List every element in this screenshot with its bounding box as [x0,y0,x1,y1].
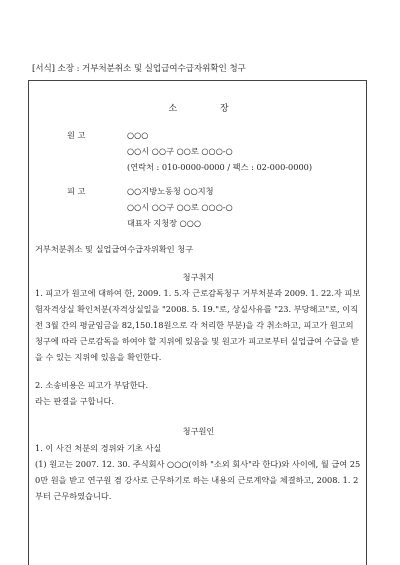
document-header: [서식] 소장 : 거부처분취소 및 실업급여수급자위확인 청구 [32,64,246,74]
cause-heading: 청구원인 [182,426,215,436]
claim-heading: 청구취지 [182,272,215,282]
case-title: 거부처분취소 및 실업급여수급자위확인 청구 [35,244,194,254]
defendant-label: 피 고 [67,186,86,196]
cause-subitem-1: (1) 원고는 2007. 12. 30. 주식회사 ○○○(이하 "소외 회사"라 한다)와 사이에, 월 급여 250만 원을 받고 연구원 겸 강사로 근무하기로 하는 내용의 근로계약을 체결하고, 2008. 1. 2부터 근무하였습니다. [35,459,361,502]
plaintiff-contact: (연락처 : 010-0000-0000 / 팩스 : 02-000-0000) [127,162,313,172]
claim-close: 라는 판결을 구합니다. [35,396,114,406]
defendant-address: ○○시 ○○구 ○○로 ○○○-○ [127,202,233,212]
defendant-name: ○○지방노동청 ○○지청 [127,186,214,196]
plaintiff-label: 원 고 [67,130,86,140]
complaint-document [28,80,367,565]
claim-item-1: 1. 피고가 원고에 대하여 한, 2009. 1. 5.자 근로감독청구 거부처분과 2009. 1. 22.자 피보험자격상실 확인처분(자격상실일을 "2008. 5. 19."로, 상실사유를 "23. 부당해고"로, 이직 전 3월 간의 평균임금을 82,150.18원으로 각 처리한 부분)을 각 취소하고, 피고가 원고의 청구에 따라 근로감독을 하여야 할 지위에 있음을 및 원고가 피고로부터 실업급여 수급을 받을 수 있는 지위에 있음을 확인한다. [35,288,361,363]
claim-item-2: 2. 소송비용은 피고가 부담한다. [35,380,149,390]
cause-item-1: 1. 이 사건 처분의 경위와 기초 사실 [35,443,162,453]
defendant-representative: 대표자 지청장 ○○○ [127,218,202,228]
plaintiff-name: ○○○ [127,130,149,140]
plaintiff-address: ○○시 ○○구 ○○로 ○○○-○ [127,146,233,156]
document-title: 소 장 [168,104,249,114]
